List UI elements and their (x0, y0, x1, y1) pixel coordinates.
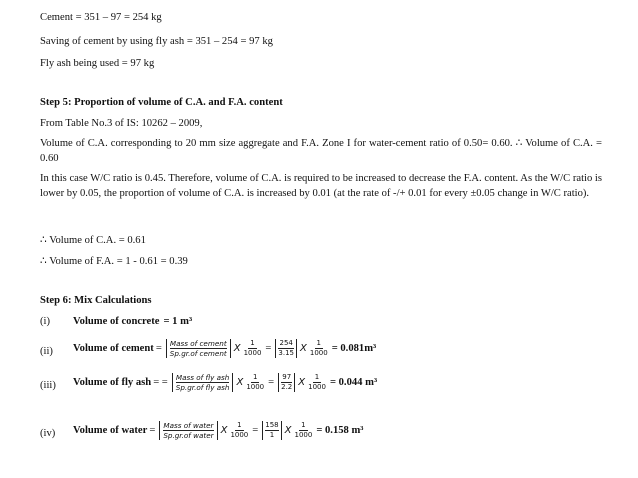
unit-fraction (230, 421, 248, 440)
equals-sign: = (268, 377, 275, 388)
fraction-numerator: 1 (237, 421, 242, 429)
equation-label: Volume of concrete (73, 316, 160, 327)
fraction-denominator: 1000 (230, 431, 249, 439)
fraction-numerator: 1 (301, 421, 306, 429)
value-fraction (278, 373, 295, 392)
equation-row-cement (73, 339, 376, 358)
step5-paragraph-1: Volume of C.A. corresponding to 20 mm size aggregate and F.A. Zone I for water-cement ratio of 0.50= 0.60. ∴ Volume of C.A. = 0.60 (40, 138, 602, 165)
item-number: (i) (40, 316, 50, 327)
mass-over-sg-fraction (166, 339, 231, 358)
mass-over-sg-fraction (159, 421, 217, 440)
fraction-denominator: 1 (269, 431, 275, 439)
fraction-numerator: 1 (314, 373, 320, 381)
fraction-numerator: Mass of fly ash (175, 373, 230, 382)
unit-fraction (308, 373, 326, 392)
fraction-denominator: 1000 (309, 349, 328, 357)
fraction-numerator: 1 (316, 339, 321, 347)
equation-label: Volume of fly ash (73, 377, 152, 388)
equation-row-concrete (73, 316, 192, 327)
multiply-sign: X (220, 425, 228, 436)
fraction-numerator: 1 (252, 373, 258, 381)
equation-result: = 0.081m³ (331, 343, 377, 354)
unit-fraction (246, 373, 264, 392)
fraction-denominator: 1000 (308, 383, 326, 391)
step5-paragraph-2: In this case W/C ratio is 0.45. Therefore, volume of C.A. is required to be increased to decrease the F.A. content. As the W/C ratio is lower by 0.05, the proportion of volume of C.A. is increased by 0.01 (at the rate of -/+ 0.01 for every ±0.05 change in W/C ratio). (40, 173, 602, 200)
fraction-denominator: Sp.gr.of cement (169, 349, 227, 358)
value-fraction (262, 421, 281, 440)
value-fraction (275, 339, 297, 358)
multiply-sign: X (298, 377, 306, 388)
multiply-sign: X (233, 343, 241, 354)
multiply-sign: X (284, 425, 292, 436)
unit-fraction (294, 421, 312, 440)
unit-fraction (244, 339, 262, 358)
equation-row-flyash (73, 373, 377, 392)
fraction-numerator: 1 (250, 339, 255, 347)
mass-over-sg-fraction (172, 373, 234, 392)
equation-result: = 1 m³ (163, 316, 193, 327)
saving-line: Saving of cement by using fly ash = 351 – 254 = 97 kg (40, 36, 273, 47)
fraction-denominator: 1000 (246, 383, 265, 391)
fraction-numerator: 254 (279, 339, 293, 347)
step5-heading: Step 5: Proportion of volume of C.A. and F.A. content (40, 97, 283, 108)
item-number: (iii) (40, 380, 56, 391)
volume-fa-line: ∴ Volume of F.A. = 1 - 0.61 = 0.39 (40, 256, 188, 267)
fraction-numerator: Mass of cement (169, 339, 227, 348)
unit-fraction (310, 339, 328, 358)
equals-sign: = (155, 343, 162, 354)
equation-row-water (73, 421, 363, 440)
volume-ca-line: ∴ Volume of C.A. = 0.61 (40, 235, 146, 246)
equals-sign: = (265, 343, 272, 354)
fraction-denominator: Sp.gr.of fly ash (175, 383, 230, 392)
equals-sign: = (149, 425, 156, 436)
fraction-numerator: 158 (265, 421, 279, 429)
flyash-used-line: Fly ash being used = 97 kg (40, 58, 155, 69)
fraction-numerator: 97 (282, 373, 292, 381)
cement-line: Cement = 351 – 97 = 254 kg (40, 12, 162, 23)
table-reference: From Table No.3 of IS: 10262 – 2009, (40, 118, 203, 129)
fraction-denominator: Sp.gr.of water (163, 431, 214, 440)
multiply-sign: X (300, 343, 307, 354)
multiply-sign: X (236, 377, 244, 388)
equals-sign: = = (153, 377, 168, 388)
equation-label: Volume of cement (73, 343, 154, 354)
equation-result: = 0.158 m³ (316, 425, 364, 436)
item-number: (iv) (40, 428, 56, 439)
fraction-denominator: 3.15 (278, 349, 294, 357)
equals-sign: = (252, 425, 259, 436)
equation-result: = 0.044 m³ (329, 377, 378, 388)
fraction-numerator: Mass of water (163, 421, 214, 430)
step6-heading: Step 6: Mix Calculations (40, 295, 152, 306)
equation-label: Volume of water (73, 425, 148, 436)
item-number: (ii) (40, 346, 53, 357)
fraction-denominator: 1000 (294, 431, 313, 439)
fraction-denominator: 1000 (243, 349, 262, 357)
fraction-denominator: 2.2 (281, 383, 293, 391)
